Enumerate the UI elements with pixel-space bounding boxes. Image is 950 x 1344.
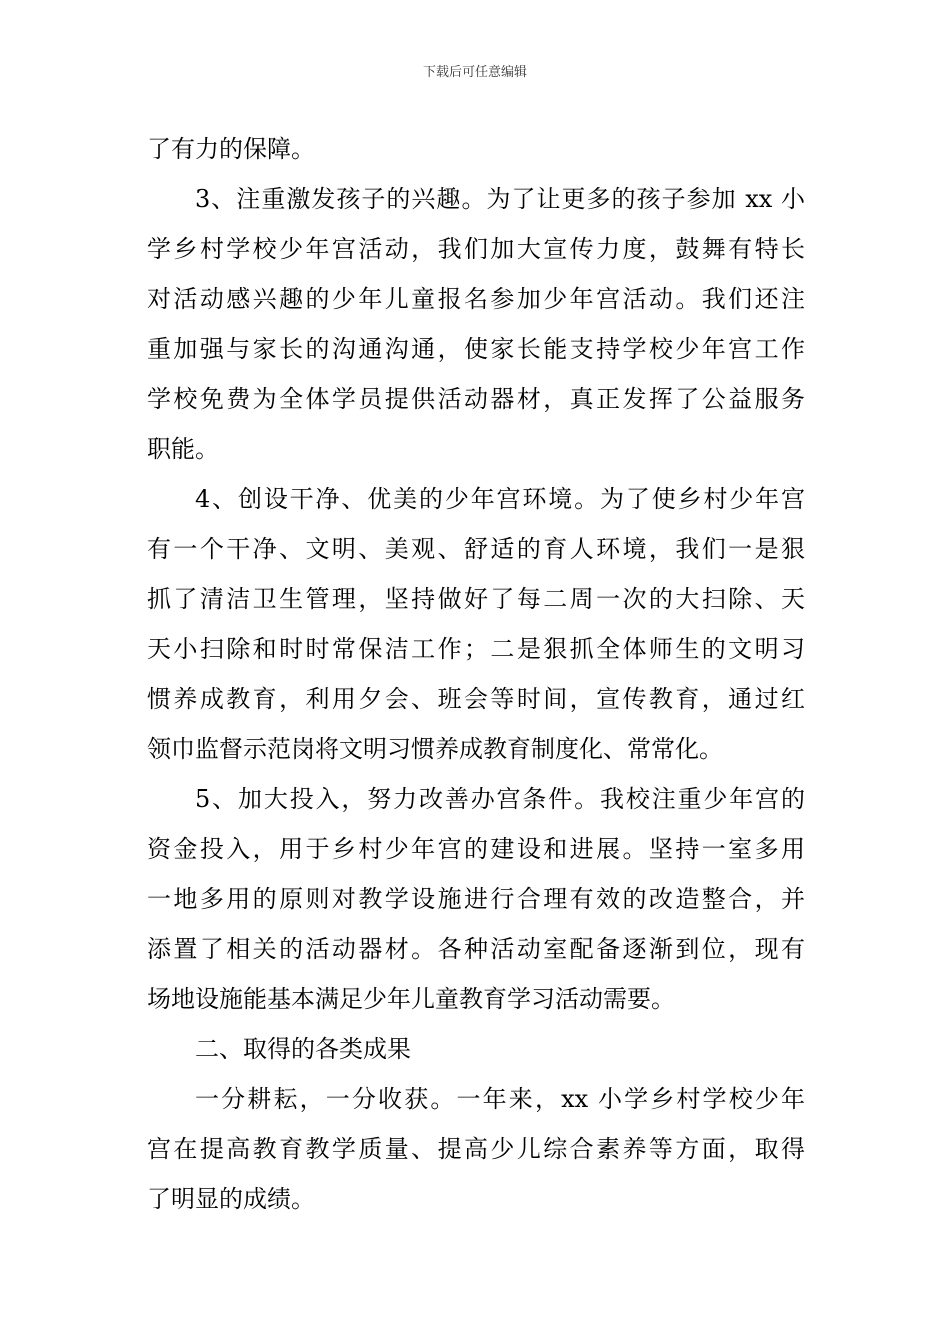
- text-line: 一地多用的原则对教学设施进行合理有效的改造整合，并: [147, 885, 805, 913]
- paragraph-results-line: 一分耕耘，一分收获。一年来，xx 小学乡村学校少年: [195, 1085, 805, 1113]
- page-header: 下载后可任意编辑: [422, 65, 527, 80]
- text-line: 惯养成教育，利用夕会、班会等时间，宣传教育，通过红: [147, 685, 805, 713]
- text-line: 领巾监督示范岗将文明习惯养成教育制度化、常常化。: [147, 735, 723, 763]
- text-line: 宫在提高教育教学质量、提高少儿综合素养等方面，取得: [147, 1135, 805, 1163]
- section-heading: 二、取得的各类成果: [195, 1035, 411, 1063]
- text-line: 了明显的成绩。: [147, 1185, 315, 1213]
- paragraph-4-line: 4、创设干净、优美的少年宫环境。为了使乡村少年宫: [195, 485, 805, 513]
- text-line: 学校免费为全体学员提供活动器材，真正发挥了公益服务: [147, 385, 805, 413]
- text-line: 了有力的保障。: [147, 135, 315, 163]
- text-line: 重加强与家长的沟通沟通，使家长能支持学校少年宫工作: [147, 335, 805, 363]
- text-line: 学乡村学校少年宫活动，我们加大宣传力度，鼓舞有特长: [147, 235, 805, 263]
- paragraph-3-line: 3、注重激发孩子的兴趣。为了让更多的孩子参加 xx 小: [195, 185, 805, 213]
- text-line: 对活动感兴趣的少年儿童报名参加少年宫活动。我们还注: [147, 285, 805, 313]
- text-line: 添置了相关的活动器材。各种活动室配备逐渐到位，现有: [147, 935, 805, 963]
- document-body: [147, 124, 805, 1224]
- text-line: 天小扫除和时时常保洁工作；二是狠抓全体师生的文明习: [147, 635, 805, 663]
- text-line: 资金投入，用于乡村少年宫的建设和进展。坚持一室多用: [147, 835, 805, 863]
- text-line: 场地设施能基本满足少年儿童教育学习活动需要。: [147, 985, 675, 1013]
- text-line: 职能。: [147, 435, 219, 463]
- text-line: 有一个干净、文明、美观、舒适的育人环境，我们一是狠: [147, 535, 805, 563]
- paragraph-5-line: 5、加大投入，努力改善办宫条件。我校注重少年宫的: [195, 785, 805, 813]
- text-line: 抓了清洁卫生管理，坚持做好了每二周一次的大扫除、天: [147, 585, 805, 613]
